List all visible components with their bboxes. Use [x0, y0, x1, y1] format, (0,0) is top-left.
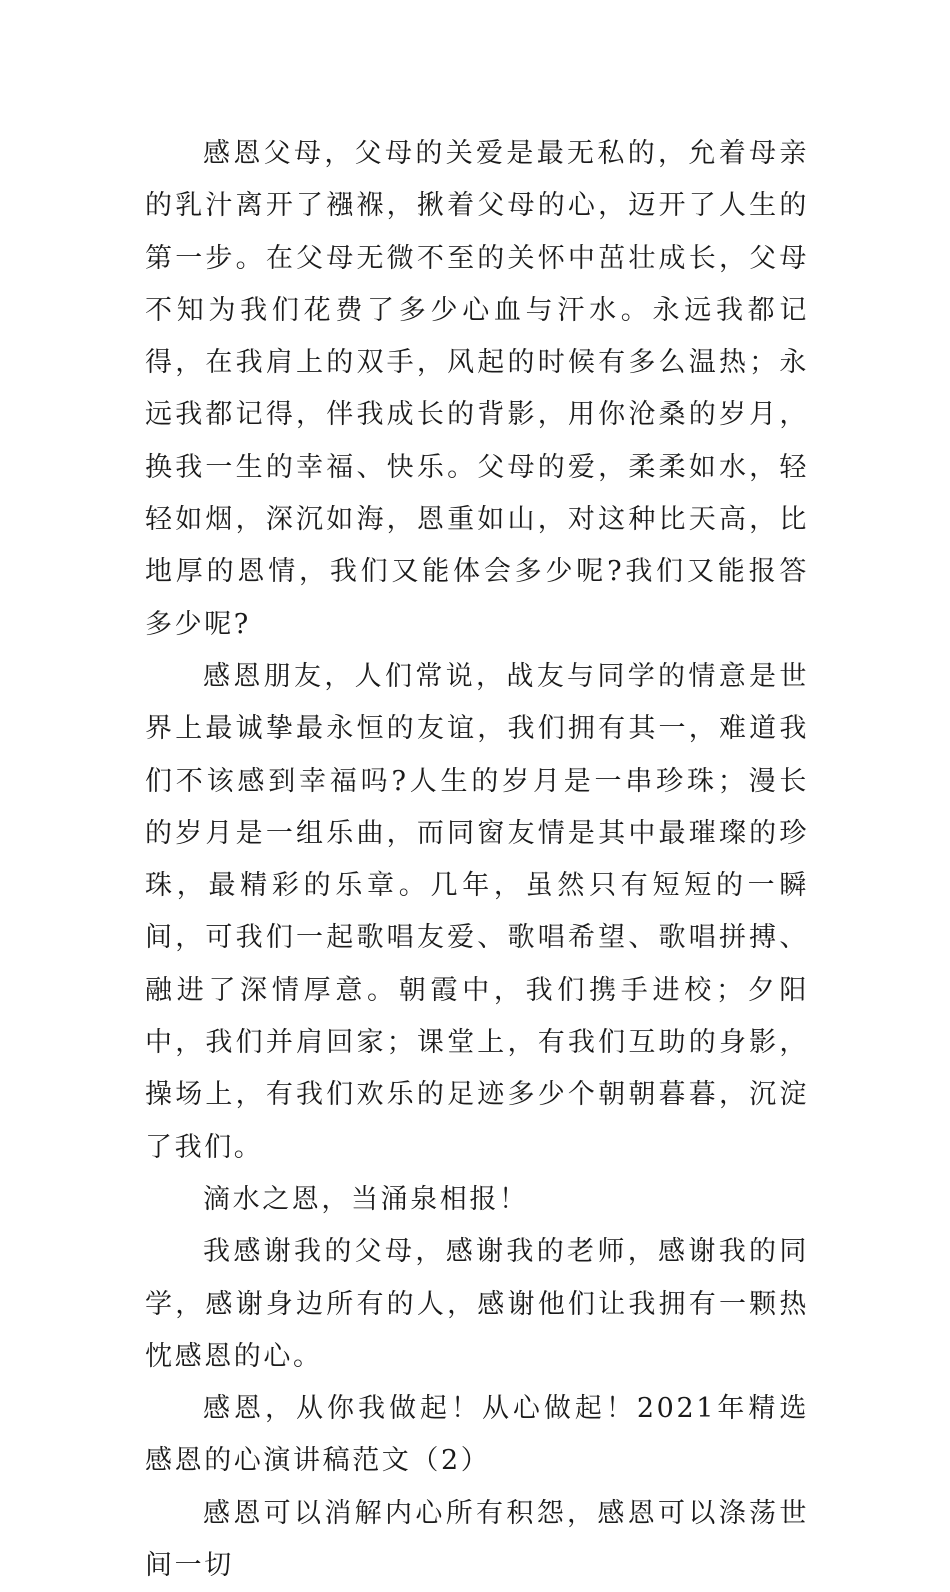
paragraph-gratitude-friends: 感恩朋友，人们常说，战友与同学的情意是世界上最诚挚最永恒的友谊，我们拥有其一，难道我们不该感到幸福吗?人生的岁月是一串珍珠；漫长的岁月是一组乐曲，而同窗友情是其中最璀璨的珍珠，最精彩的乐章。几年，虽然只有短短的一瞬间，可我们一起歌唱友爱、歌唱希望、歌唱拼搏、融进了深情厚意。朝霞中，我们携手进校；夕阳中，我们并肩回家；课堂上，有我们互助的身影，操场上，有我们欢乐的足迹多少个朝朝暮暮，沉淀了我们。 [145, 660, 809, 1163]
paragraph-gratitude-dissolves: 感恩可以消解内心所有积怨，感恩可以涤荡世间一切 [145, 1497, 809, 1582]
paragraph-thanks: 我感谢我的父母，感谢我的老师，感谢我的同学，感谢身边所有的人，感谢他们让我拥有一颗热忱感恩的心。 [145, 1236, 809, 1372]
paragraph-start-from-heart: 感恩，从你我做起！从心做起！2021年精选感恩的心演讲稿范文（2） [145, 1393, 809, 1477]
document-body [145, 128, 809, 1592]
paragraph-gratitude-parents: 感恩父母，父母的关爱是最无私的，允着母亲的乳汁离开了襁褓，揪着父母的心，迈开了人生的第一步。在父母无微不至的关怀中茁壮成长，父母不知为我们花费了多少心血与汗水。永远我都记得，在我肩上的双手，风起的时候有多么温热；永远我都记得，伴我成长的背影，用你沧桑的岁月，换我一生的幸福、快乐。父母的爱，柔柔如水，轻轻如烟，深沉如海，恩重如山，对这种比天高，比地厚的恩情，我们又能体会多少呢?我们又能报答多少呢? [145, 138, 809, 640]
paragraph-proverb: 滴水之恩，当涌泉相报！ [203, 1183, 529, 1215]
